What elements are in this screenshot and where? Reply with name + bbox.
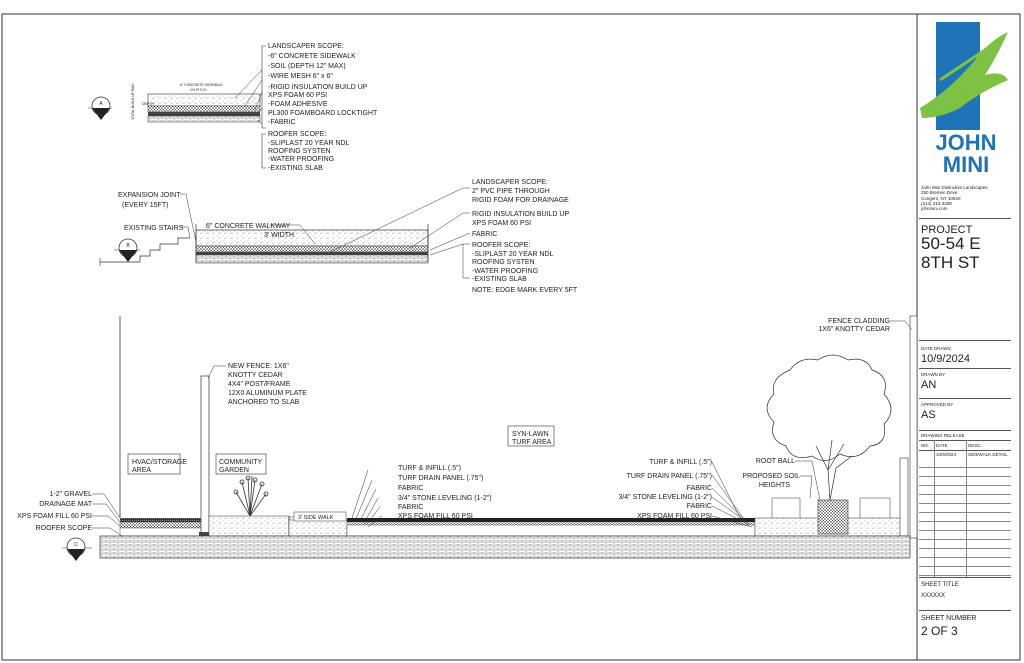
date-drawn-label: DATE DRAWN (921, 346, 951, 351)
new-fence-line: 4X4" POST/FRAME (228, 381, 291, 388)
turf-right-label: FABRIC (686, 503, 712, 510)
release-label: DRAWING RELEASE (921, 433, 965, 438)
detail-a-dim-top: 6" CONCRETE SIDEWALK (180, 83, 223, 87)
approved-by: AS (921, 409, 936, 421)
note-line: -EXISTING SLAB (268, 165, 323, 172)
note-line: NOTE: EDGE MARK EVERY 5FT (472, 287, 578, 294)
logo-text-top: JOHN (935, 130, 997, 155)
garden-plant (234, 476, 268, 516)
project-name (921, 234, 981, 272)
existing-stairs (100, 238, 190, 262)
date-drawn: 10/9/2024 (921, 353, 970, 365)
fence-cladding-label: FENCE CLADDING (828, 318, 890, 325)
detail-a-dim-depth: DEPTH (142, 102, 154, 106)
note-line: -EXISTING SLAB (472, 276, 527, 283)
company-line: Congers, NY 10920 (921, 195, 961, 201)
xps-foam-label: XPS FOAM FILL 60 PSI (17, 513, 92, 520)
note-line: ROOFING SYSTEN (268, 148, 331, 155)
turf-right-label: 3/4" STONE LEVELING (1-2") (618, 494, 712, 501)
sheet-number-label: SHEET NUMBER (921, 615, 977, 622)
existing-slab (100, 536, 910, 558)
release-header-no: NO. (921, 443, 930, 448)
turf-right-label: TURF & INFILL (.5") (649, 459, 712, 466)
new-fence-line: 12X0 ALUMINUM PLATE (228, 390, 307, 397)
note-line: RIGID INSULATION BUILD UP (472, 211, 570, 218)
fence-cladding-sub: 1X6" KNOTTY CEDAR (818, 326, 890, 333)
callout-a-sub: SECTION (94, 109, 108, 113)
syn-lawn-label-sub: TURF AREA (512, 439, 552, 446)
new-fence-line: ANCHORED TO SLAB (228, 399, 300, 406)
walkway-width: 3' WIDTH (264, 232, 295, 239)
note-line: -FOAM ADHESIVE (268, 101, 328, 108)
company-line: 250 Bremen Drive (921, 190, 958, 196)
note-line: RIGID FOAM FOR DRAINAGE (472, 197, 569, 204)
note-line: XPS FOAM 60 PSI (472, 220, 532, 227)
turf-right-label: TURF DRAIN PANEL (.75") (626, 473, 712, 480)
note-line: LANDSCAPER SCOPE: (268, 43, 344, 50)
callout-b-sub: SECTION (121, 251, 135, 255)
callout-a-letter: A (99, 101, 103, 107)
note-line: -WATER PROOFING (472, 268, 539, 275)
detail-a-notes (268, 43, 378, 172)
walkway-label: 6" CONCRETE WALKWAY (206, 223, 291, 230)
note-line: 2" PVC PIPE THROUGH (472, 188, 550, 195)
note-line: -SOIL (DEPTH 12" MAX) (268, 63, 346, 70)
existing-stairs-label: EXISTING STAIRS (124, 225, 184, 232)
project-label: PROJECT (921, 224, 973, 236)
fence-cladding (910, 316, 917, 538)
detail-b-notes (472, 179, 578, 294)
new-fence-post (201, 376, 209, 536)
project-name-line: 8TH ST (921, 253, 980, 272)
note-line: PL300 FOAMBOARD LOCKTIGHT (268, 110, 378, 117)
company-line: johnmini.com (921, 206, 948, 212)
release-header-desc: DESC. (968, 443, 982, 448)
company-line: John Mini Distinctive Landscapes (921, 185, 988, 190)
note-line: ROOFER SCOPE: (268, 131, 327, 138)
callout-b-letter: B (126, 243, 130, 249)
company-logo (920, 22, 1008, 177)
turf-right-label: XPS FOAM FILL 60 PSI (637, 513, 712, 520)
note-line: ROOFING SYSTEN (472, 259, 535, 266)
expansion-joint-label: EXPANSION JOINT (118, 192, 181, 199)
project-name-line: 50-54 E (921, 234, 981, 253)
note-line: LANDSCAPER SCOPE: (472, 179, 548, 186)
root-ball-label: ROOT BALL (755, 458, 795, 465)
note-line: -6" CONCRETE SIDEWALK (268, 53, 356, 60)
note-line: -SLIPLAST 20 YEAR NDL (268, 140, 350, 147)
note-line: -WIRE MESH 6" x 6" (268, 73, 333, 80)
callout-c-letter: C (74, 542, 78, 548)
detail-c (17, 316, 917, 561)
turf-left-label: TURF DRAIN PANEL (.75") (398, 475, 484, 482)
soil-label-sub: HEIGHTS (758, 482, 790, 489)
expansion-joint-sub: (EVERY 15FT) (122, 202, 169, 209)
roofer-scope-label: ROOFER SCOPE (35, 525, 92, 532)
turf-left-label: XPS FOAM FILL 60 PSI (398, 513, 473, 520)
new-fence-label: NEW FENCE: 1X6" (228, 363, 289, 370)
drawn-by-label: DRAWN BY (921, 372, 946, 377)
release-table-grid (919, 459, 1011, 577)
release-header-date: DATE (936, 443, 948, 448)
logo-text-bottom: MINI (942, 152, 990, 177)
note-line: -SLIPLAST 20 YEAR NDL (472, 251, 554, 258)
soil-label: PROPOSED SOIL (742, 473, 800, 480)
detail-a-dim-left: TOTAL BUILD UP MAX (131, 83, 135, 120)
detail-a-concrete (148, 94, 260, 106)
drainage-mat-label: DRAINAGE MAT (39, 501, 92, 508)
turf-right-label: FABRIC (686, 485, 712, 492)
sidewalk-label: 3' SIDE WALK (298, 515, 334, 521)
note-line: -FABRIC (268, 119, 296, 126)
release-row-desc: SIDEWALK DETAIL (968, 452, 1008, 457)
garden-label: COMMUNITY (219, 459, 263, 466)
sheet-title: XXXXXX (921, 593, 946, 599)
turf-left-label: FABRIC (398, 504, 424, 511)
company-info (921, 185, 988, 211)
approved-by-label: APPROVED BY (921, 402, 954, 407)
detail-a (88, 43, 378, 172)
gravel-label: 1-2" GRAVEL (49, 491, 92, 498)
company-line: (212) 213-3208 (921, 200, 952, 206)
detail-a-dim-pitch: 1% PITCH (190, 88, 207, 92)
root-ball (818, 500, 848, 534)
hvac-label: HVAC/STORAGE (132, 459, 187, 466)
note-line: -WATER PROOFING (268, 156, 335, 163)
release-row-date: 10/9/2024 (936, 452, 957, 457)
turf-left-label: FABRIC (398, 485, 424, 492)
note-line: -RIGID INSULATION BUILD UP (268, 84, 368, 91)
detail-b (100, 179, 578, 294)
turf-left-label: TURF & INFILL (.5") (398, 465, 461, 472)
sheet-number: 2 OF 3 (921, 624, 958, 638)
drawn-by: AN (921, 379, 937, 391)
turf-left-label: 3/4" STONE LEVELING (1-2") (398, 495, 492, 502)
callout-c-sub: SECTION (69, 550, 83, 554)
note-line: ROOFER SCOPE: (472, 242, 531, 249)
detail-b-walkway (196, 230, 428, 246)
syn-lawn-label: SYN-LAWN (512, 431, 549, 438)
side-walk (289, 520, 347, 536)
note-line: FABRIC (472, 231, 498, 238)
hvac-label-sub: AREA (132, 467, 152, 474)
sheet-title-label: SHEET TITLE (921, 582, 959, 588)
garden-label-sub: GARDEN (219, 467, 249, 474)
new-fence-line: KNOTTY CEDAR (228, 372, 283, 379)
note-line: XPS FOAM 60 PSI (268, 92, 328, 99)
